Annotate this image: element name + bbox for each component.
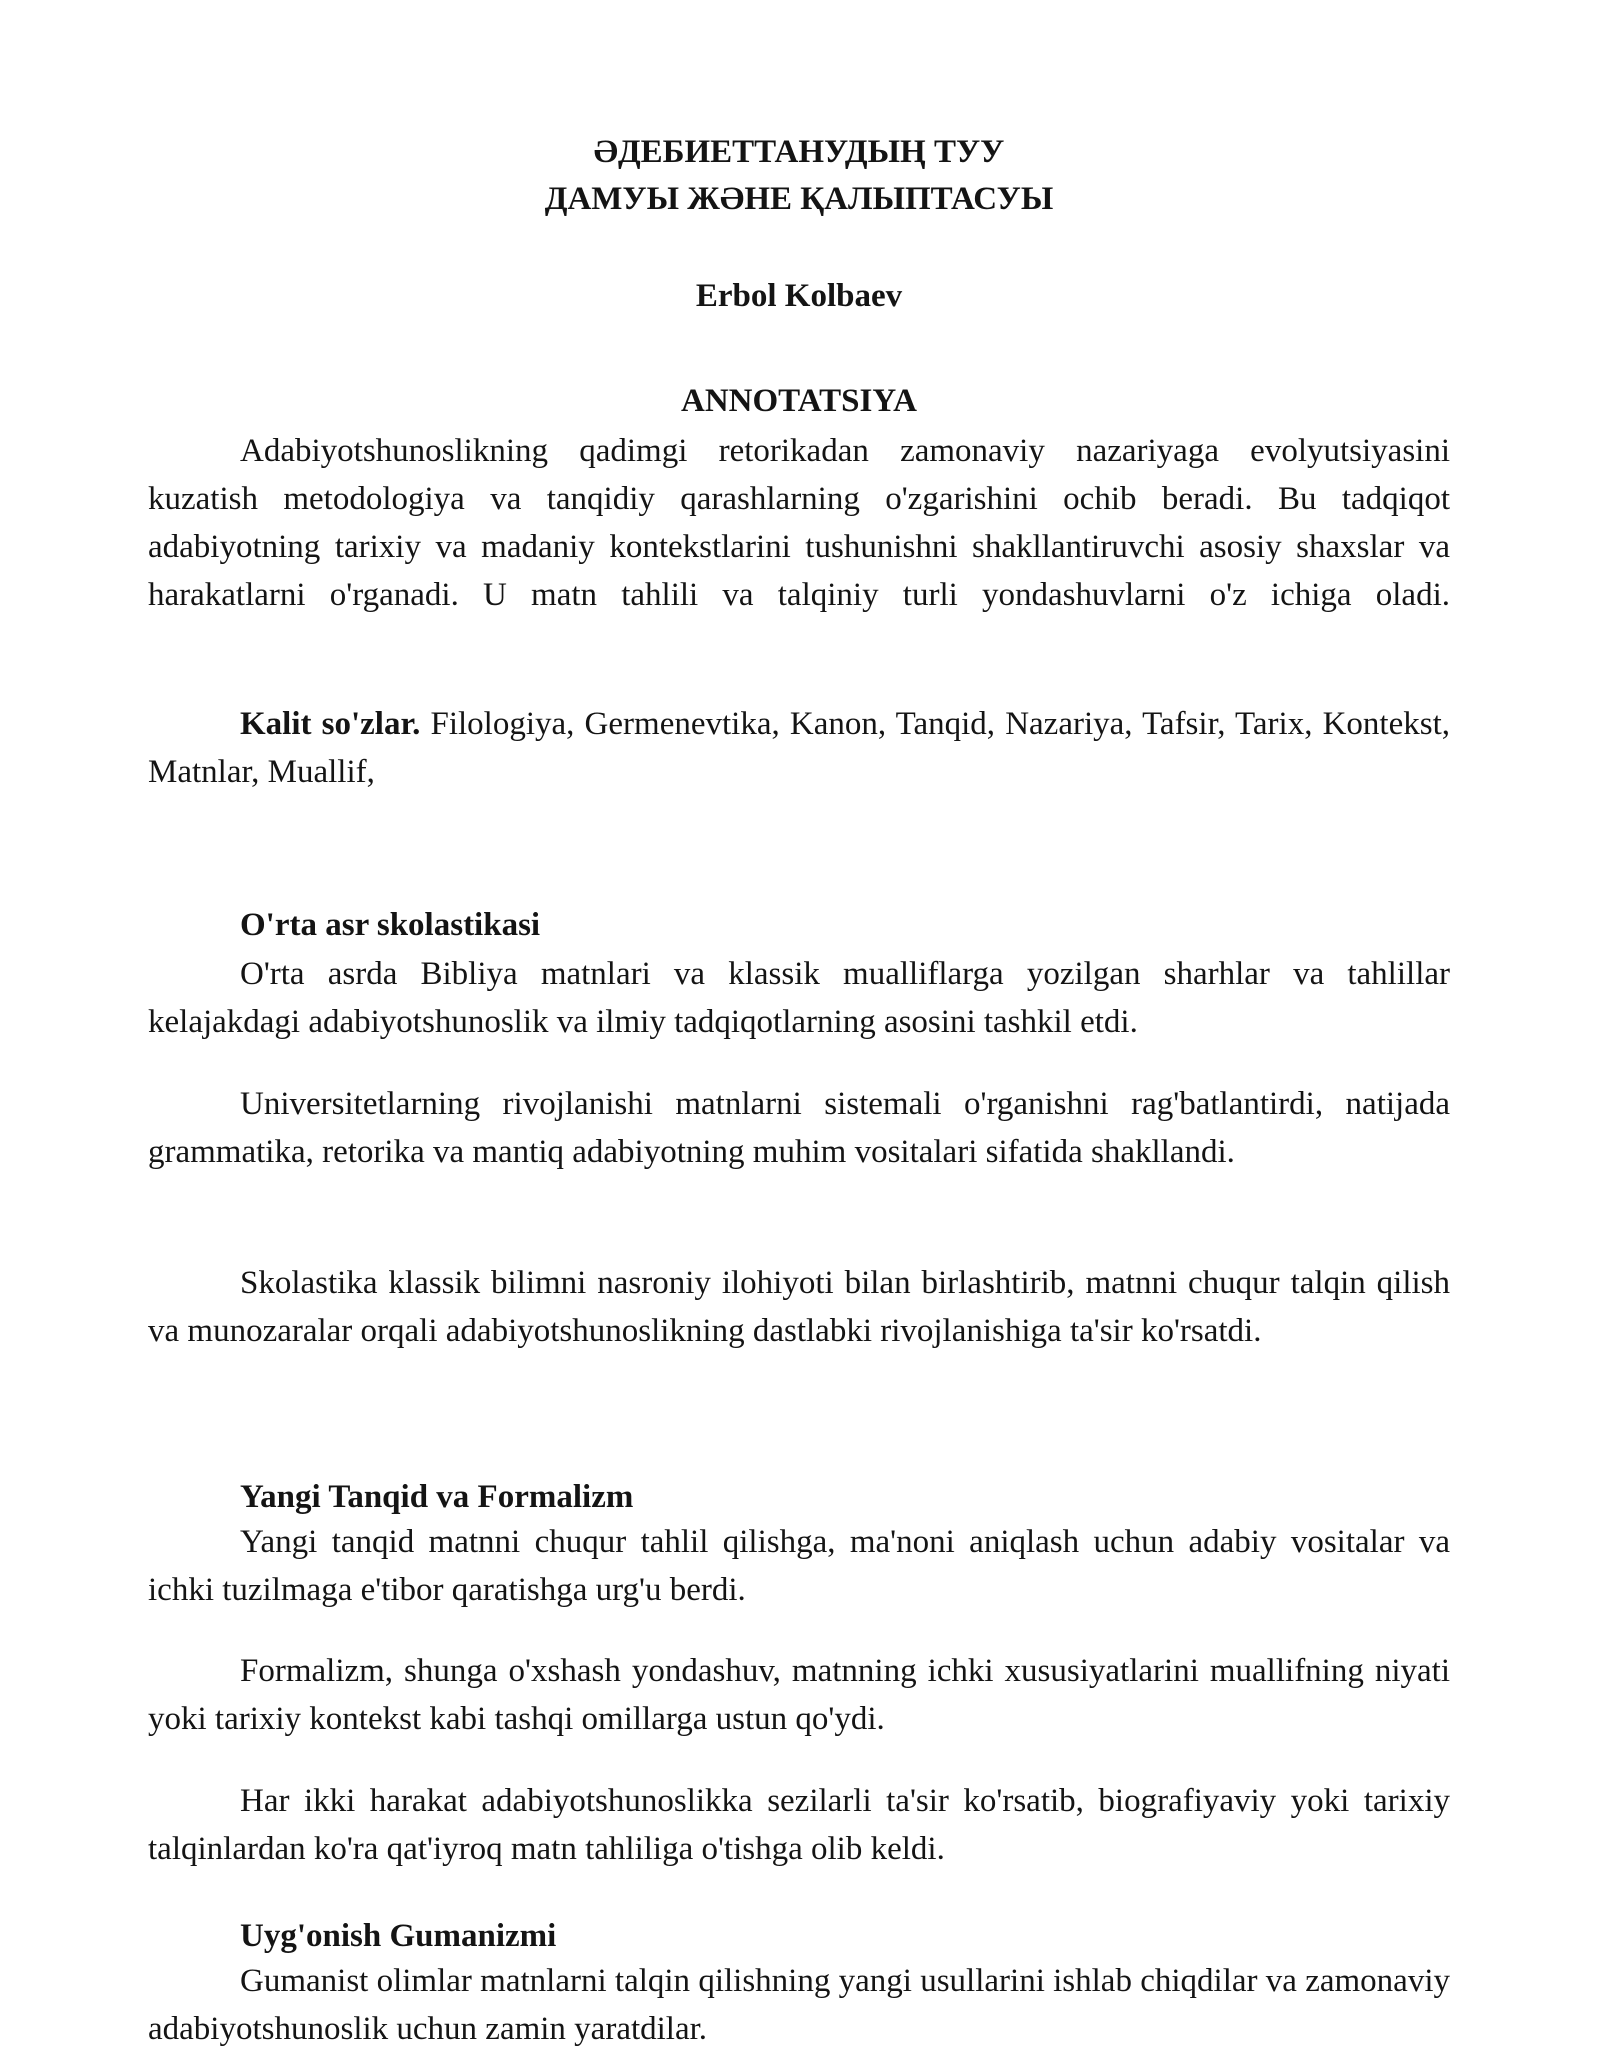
paragraph: Skolastika klassik bilimni nasroniy ilohiyoti bilan birlashtirib, matnni chuqur talqin qilish va munozaralar orqali adabiyotshunoslikning dastlabki rivojlanishiga ta'sir ko'rsatdi.	[148, 1265, 1450, 1349]
section-heading-scholasticism: O'rta asr skolastikasi	[240, 907, 541, 943]
title-line-1: ӘДЕБИЕТТАНУДЫҢ ТУУ	[593, 134, 1005, 170]
paragraph: Gumanist olimlar matnlarni talqin qilishning yangi usullarini ishlab chiqdilar va zamonaviy adabiyotshunoslik uchun zamin yaratdilar.	[148, 1963, 1450, 2047]
paragraph: Formalizm, shunga o'xshash yondashuv, matnning ichki xususiyatlarini muallifning niyati yoki tarixiy kontekst kabi tashqi omillarga ustun qo'ydi.	[148, 1653, 1450, 1737]
author-name: Erbol Kolbaev	[695, 278, 903, 314]
paragraph: Yangi tanqid matnni chuqur tahlil qilishga, ma'noni aniqlash uchun adabiy vositalar va ichki tuzilmaga e'tibor qaratishga urg'u berdi.	[148, 1524, 1450, 1608]
section-heading-new-criticism: Yangi Tanqid va Formalizm	[240, 1479, 634, 1515]
section-heading-renaissance-humanism: Uyg'onish Gumanizmi	[240, 1918, 557, 1954]
paragraph: Universitetlarning rivojlanishi matnlarni sistemali o'rganishni rag'batlantirdi, natijada grammatika, retorika va mantiq adabiyotning muhim vositalari sifatida shakllandi.	[148, 1086, 1450, 1170]
keywords-label: Kalit so'zlar.	[240, 706, 421, 742]
keywords-paragraph	[148, 700, 1450, 796]
annotation-heading: ANNOTATSIYA	[681, 383, 917, 419]
keywords-text: Filologiya, Germenevtika, Kanon, Tanqid, Nazariya, Tafsir, Tarix, Kontekst, Matnlar, Muallif,	[148, 706, 1450, 790]
paragraph: O'rta asrda Bibliya matnlari va klassik mualliflarga yozilgan sharhlar va tahlillar kelajakdagi adabiyotshunoslik va ilmiy tadqiqotlarning asosini tashkil etdi.	[148, 956, 1450, 1040]
title-line-2: ДАМУЫ ЖӘНЕ ҚАЛЫПТАСУЫ	[544, 181, 1054, 217]
paragraph: Har ikki harakat adabiyotshunoslikka sezilarli ta'sir ko'rsatib, biografiyaviy yoki tarixiy talqinlardan ko'ra qat'iyroq matn tahliliga o'tishga olib keldi.	[148, 1783, 1450, 1867]
annotation-text: Adabiyotshunoslikning qadimgi retorikadan zamonaviy nazariyaga evolyutsiyasini kuzatish metodologiya va tanqidiy qarashlarning o'zgarishini ochib beradi. Bu tadqiqot adabiyotning tarixiy va madaniy kontekstlarini tushunishni shakllantiruvchi asosiy shaxslar va harakatlarni o'rganadi. U matn tahlili va talqiniy turli yondashuvlarni o'z ichiga oladi.	[148, 433, 1450, 613]
